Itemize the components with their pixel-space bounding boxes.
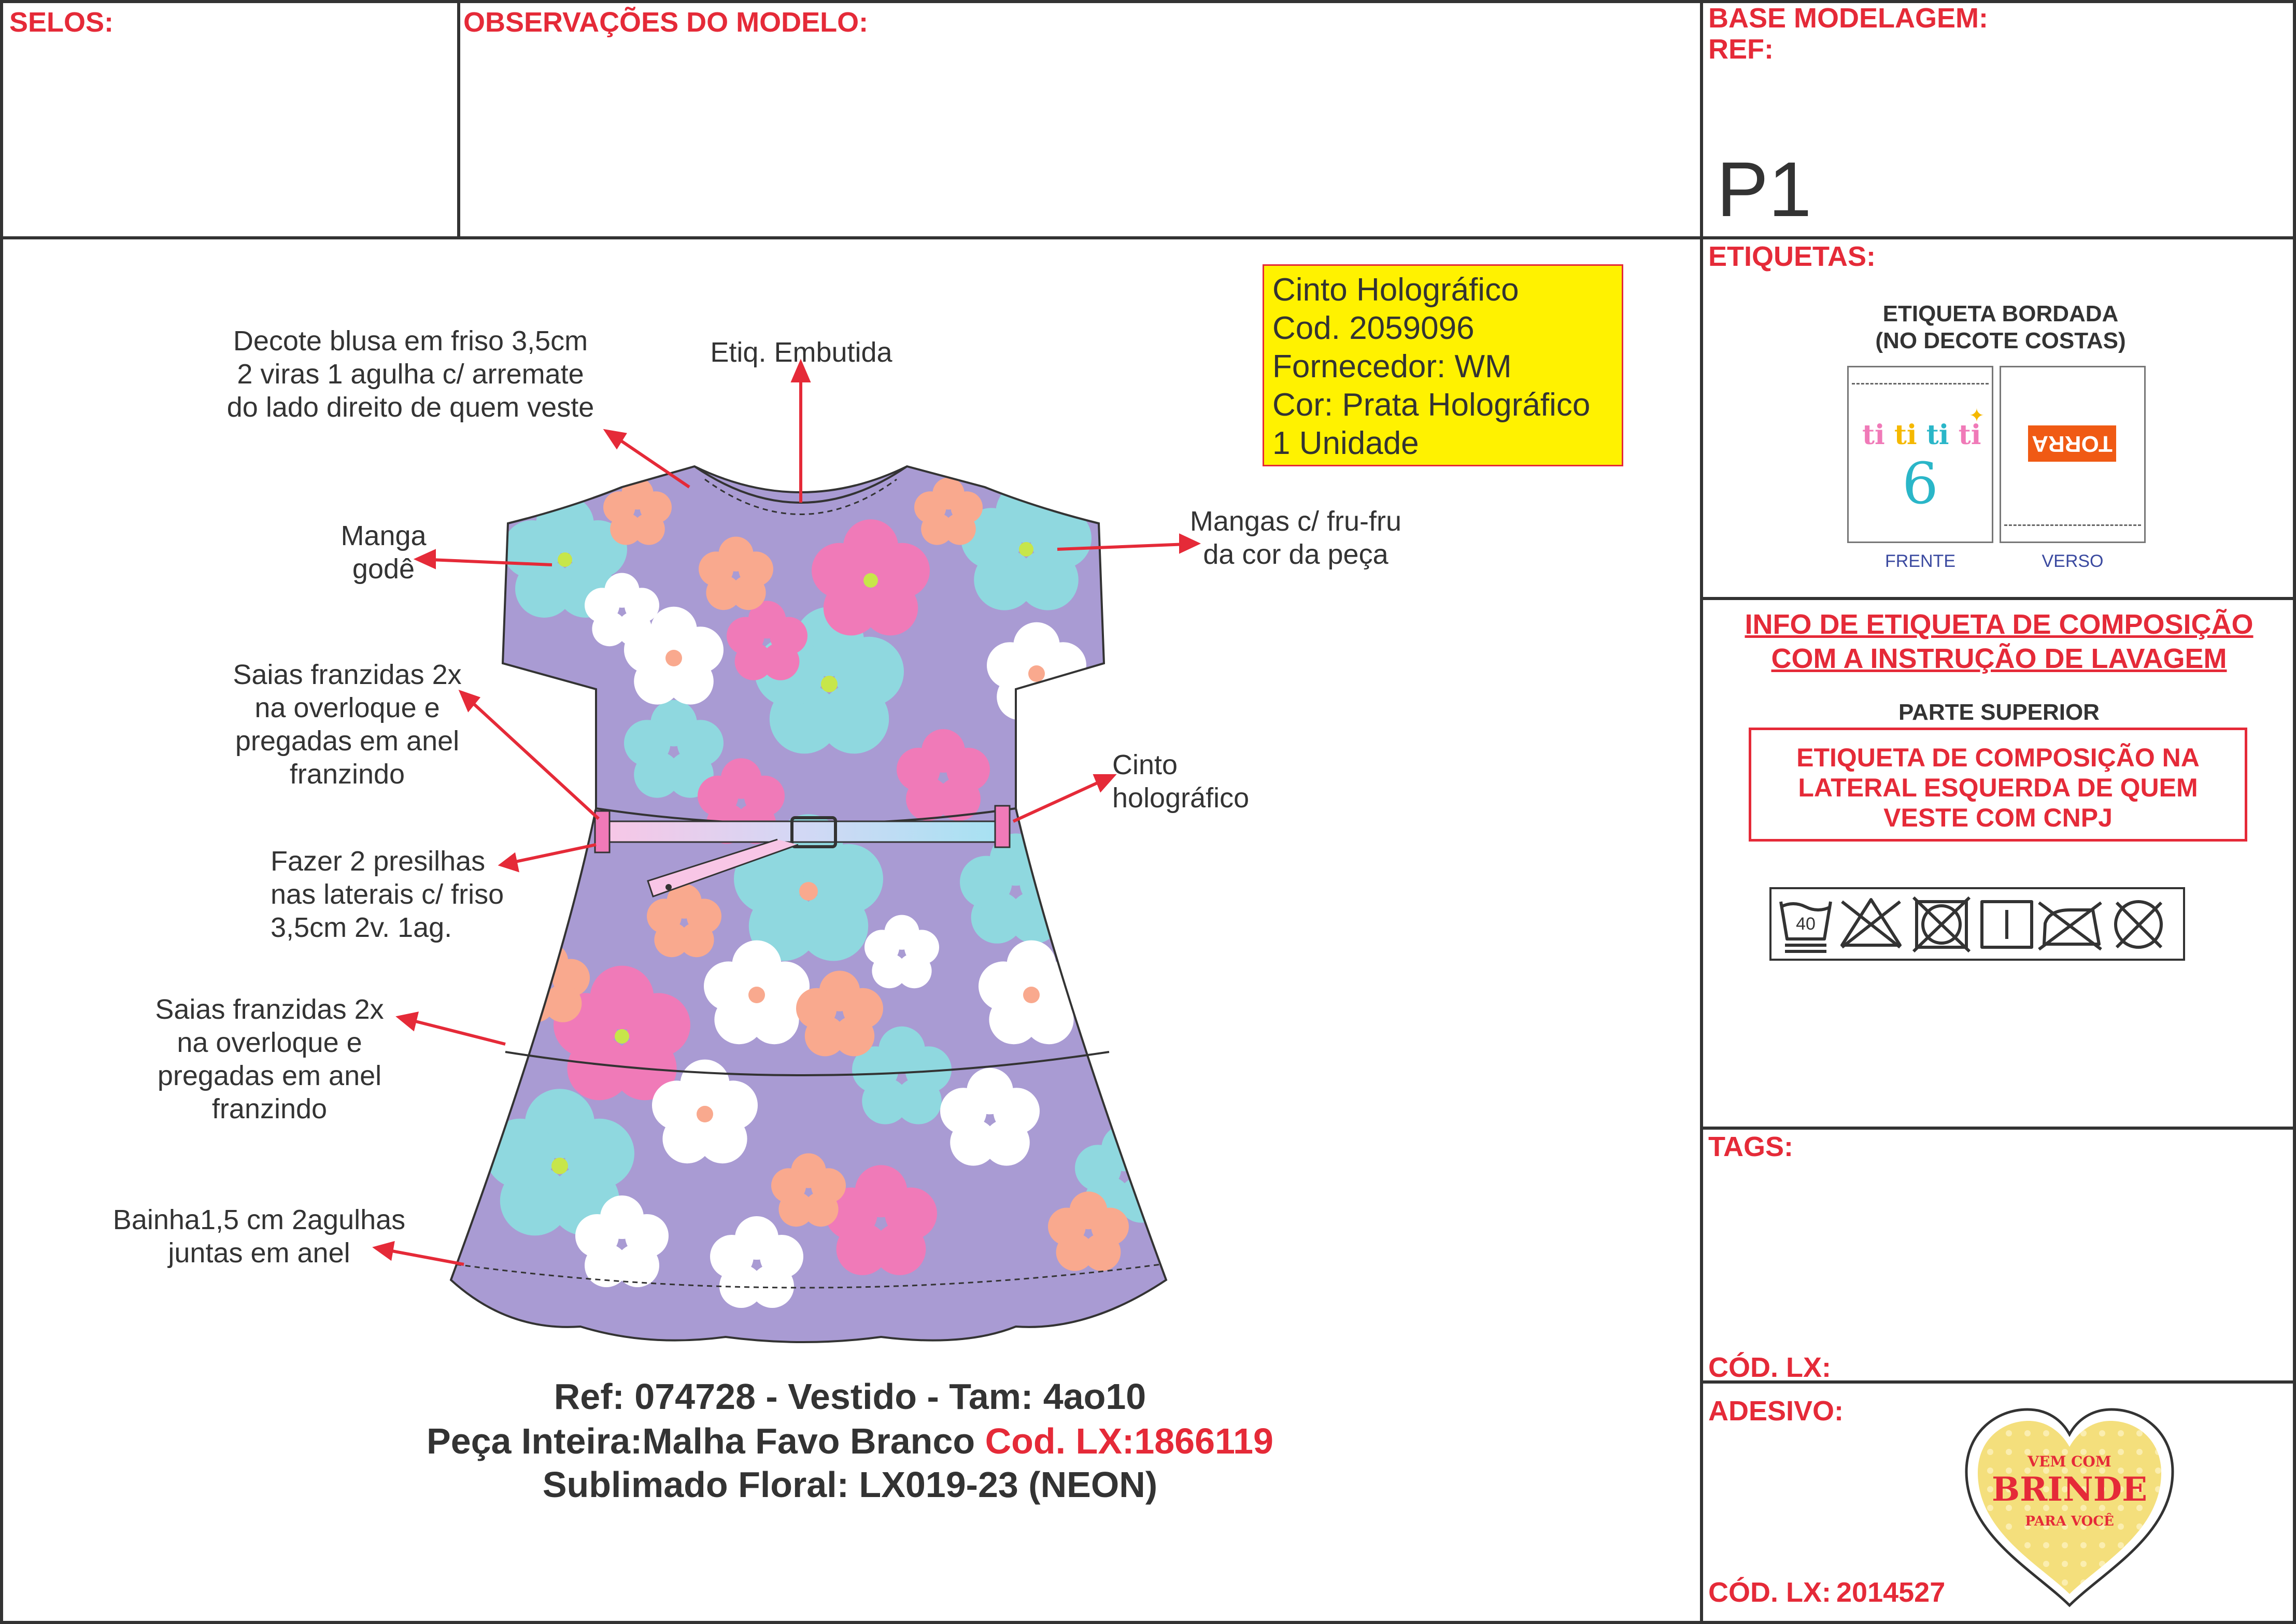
belt-loops-annotation: Fazer 2 presilhas nas laterais c/ friso 3,5cm 2v. 1ag. xyxy=(271,846,504,943)
label-back xyxy=(2000,366,2146,543)
neckline-annotation: Decote blusa em friso 3,5cm 2 viras 1 agulha c/ arremate do lado direito de quem veste xyxy=(226,325,594,423)
belt-annotation: Cinto holográfico xyxy=(1112,749,1250,814)
front-caption: FRENTE xyxy=(1885,551,1955,571)
etiquetas-label: ETIQUETAS: xyxy=(1708,241,1876,272)
upper-part-label: PARTE SUPERIOR xyxy=(1898,700,2100,725)
ref-line: Ref: 074728 - Vestido - Tam: 4ao10 xyxy=(554,1376,1146,1417)
sparkle-icon: ✦ xyxy=(1968,405,1985,426)
tags-label: TAGS: xyxy=(1708,1131,1793,1162)
no-tumble-dry-icon xyxy=(1914,898,1969,951)
belt-info-line: Cod. 2059096 xyxy=(1272,310,1475,346)
sticker-line-1: VEM COM xyxy=(2028,1453,2111,1470)
skirt-top-annotation: Saias franzidas 2x na overloque e pregadas em anel franzindo xyxy=(233,659,462,790)
back-brand-logo: TORRA xyxy=(2028,425,2116,462)
composition-title: INFO DE ETIQUETA DE COMPOSIÇÃO COM A INSTRUÇÃO DE LAVAGEM xyxy=(1745,609,2254,674)
label-annotation: Etiq. Embutida xyxy=(710,337,892,368)
embroidered-label-caption: ETIQUETA BORDADA (NO DECOTE COSTAS) xyxy=(1875,301,2126,353)
skirt-bottom-annotation: Saias franzidas 2x na overloque e pregadas em anel franzindo xyxy=(155,994,384,1124)
belt-info-line: Fornecedor: WM xyxy=(1272,349,1512,384)
ref-label: REF: xyxy=(1708,34,1774,65)
care-symbols xyxy=(1769,887,2185,961)
ruffle-sleeves-annotation: Mangas c/ fru-fru da cor da peça xyxy=(1189,506,1402,570)
dress-print xyxy=(441,456,1177,1358)
adesivo-label: ADESIVO: xyxy=(1708,1395,1844,1427)
gift-sticker xyxy=(1962,1405,2177,1609)
adesivo-code: CÓD. LX: 2014527 xyxy=(1708,1577,1946,1608)
belt-info-line: Cinto Holográfico xyxy=(1272,272,1519,308)
composition-box: ETIQUETA DE COMPOSIÇÃO NA LATERAL ESQUERDA DE QUEM VESTE COM CNPJ xyxy=(1749,728,2247,842)
print-line: Sublimado Floral: LX019-23 (NEON) xyxy=(542,1464,1158,1505)
belt-info-line: 1 Unidade xyxy=(1272,425,1419,461)
tags-code-label: CÓD. LX: xyxy=(1708,1352,1831,1383)
observacoes-label: OBSERVAÇÕES DO MODELO: xyxy=(463,7,869,38)
sleeve-annotation: Manga godê xyxy=(341,520,427,585)
tag-number: 6 xyxy=(1902,450,1938,517)
label-front xyxy=(1847,366,1993,543)
fabric-line: Peça Inteira:Malha Favo Branco Cod. LX:1866119 xyxy=(427,1421,1273,1461)
wash-temp: 40 xyxy=(1796,914,1816,934)
hem-annotation: Bainha1,5 cm 2agulhas juntas em anel xyxy=(112,1204,406,1269)
belt-info-line: Cor: Prata Holográfico xyxy=(1272,387,1591,423)
size-value: P1 xyxy=(1717,146,1812,233)
sticker-line-2: BRINDE xyxy=(1992,1470,2147,1509)
sticker-line-3: PARA VOCÊ xyxy=(2025,1514,2114,1529)
brand-mark: ti ti ti ti xyxy=(1862,419,1981,451)
selos-label: SELOS: xyxy=(9,7,114,38)
base-modelagem-label: BASE MODELAGEM: xyxy=(1708,3,1988,34)
back-caption: VERSO xyxy=(2042,551,2104,571)
